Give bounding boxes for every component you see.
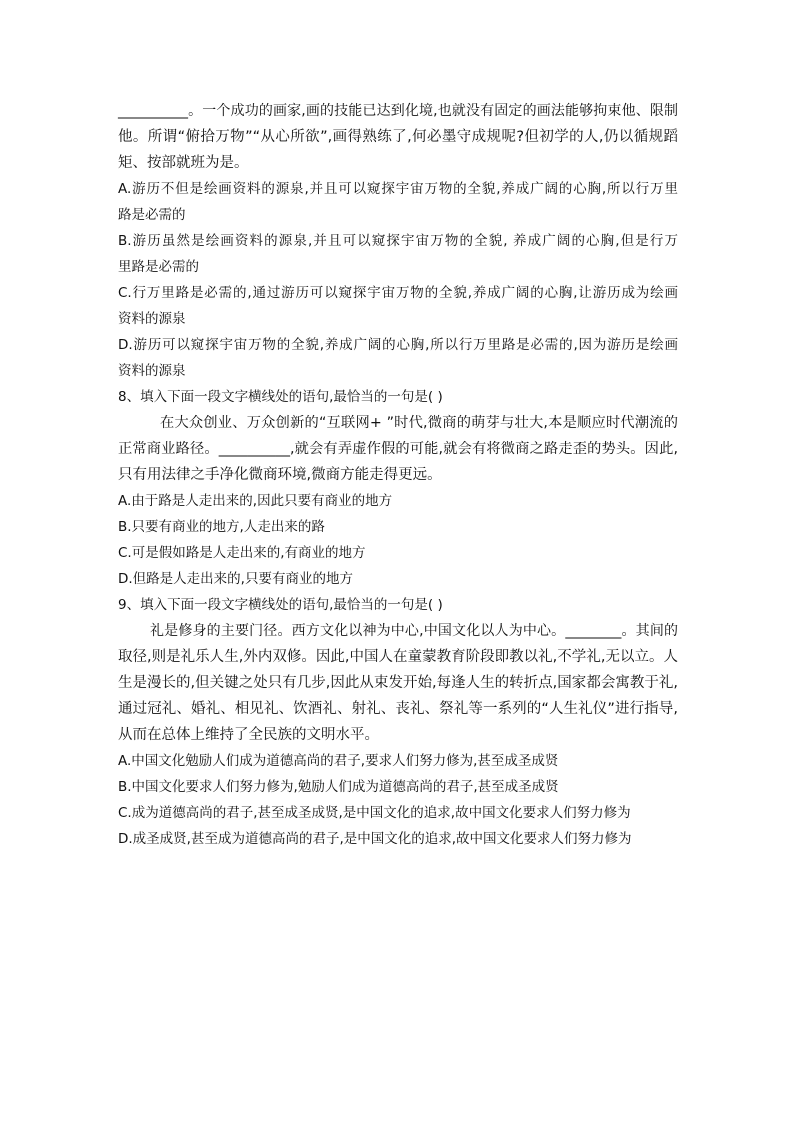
option-line: 里路是必需的 — [118, 259, 199, 275]
option-line: 路是必需的 — [118, 207, 186, 223]
passage-line: 从而在总体上维持了全民族的文明水平。 — [118, 727, 379, 743]
passage-line: 礼是修身的主要门径。西方文化以神为中心,中国文化以人为中心。________。其间的 — [150, 623, 678, 639]
question-title: 8、填入下面一段文字横线处的语句,最恰当的一句是( ) — [118, 389, 443, 405]
q7-option-a — [118, 176, 678, 228]
passage-line: 取径,则是礼乐人生,外内双修。因此,中国人在童蒙教育阶段即教以礼,不学礼,无以立。人 — [118, 649, 678, 665]
option-line: B.游历虽然是绘画资料的源泉,并且可以窥探宇宙万物的全貌, 养成广阔的心胸,但是行万 — [118, 233, 678, 249]
q9-option-c: C.成为道德高尚的君子,甚至成圣成贤,是中国文化的追求,故中国文化要求人们努力修为 — [118, 805, 631, 821]
passage-line: 正常商业路径。__________,就会有弄虚作假的可能,就会有将微商之路走歪的势头。因此, — [118, 441, 678, 457]
passage-line: 通过冠礼、婚礼、相见礼、饮酒礼、射礼、丧礼、祭礼等一系列的“人生礼仪”进行指导, — [118, 701, 678, 717]
document-page — [118, 98, 678, 852]
question-9 — [118, 592, 678, 852]
q8-option-b: B.只要有商业的地方,人走出来的路 — [118, 519, 325, 535]
option-line: A.游历不但是绘画资料的源泉,并且可以窥探宇宙万物的全貌,养成广阔的心胸,所以行万里 — [118, 181, 678, 197]
passage-line: __________。一个成功的画家,画的技能已达到化境,也就没有固定的画法能够拘束他、限制 — [118, 103, 678, 119]
passage-line: 他。所谓“俯拾万物”“从心所欲”,画得熟练了,何必墨守成规呢?但初学的人,仍以循规蹈 — [118, 129, 678, 145]
question-title: 9、填入下面一段文字横线处的语句,最恰当的一句是( ) — [118, 597, 443, 613]
q7-option-d — [118, 332, 678, 384]
q9-option-d: D.成圣成贤,甚至成为道德高尚的君子,是中国文化的追求,故中国文化要求人们努力修为 — [118, 831, 632, 847]
q7-passage-continuation — [118, 98, 678, 176]
passage-line: 只有用法律之手净化微商环境,微商方能走得更远。 — [118, 467, 442, 483]
q8-option-c: C.可是假如路是人走出来的,有商业的地方 — [118, 545, 366, 561]
passage-line: 在大众创业、万众创新的“互联网+ ”时代,微商的萌芽与壮大,本是顺应时代潮流的 — [160, 415, 678, 431]
q9-option-b: B.中国文化要求人们努力修为,勉励人们成为道德高尚的君子,甚至成圣成贤 — [118, 779, 559, 795]
passage-line: 生是漫长的,但关键之处只有几步,因此从束发开始,每逢人生的转折点,国家都会寓教于礼, — [118, 675, 678, 691]
q7-option-c — [118, 280, 678, 332]
option-line: D.游历可以窥探宇宙万物的全貌,养成广阔的心胸,所以行万里路是必需的,因为游历是绘画 — [118, 337, 678, 353]
passage-line: 矩、按部就班为是。 — [118, 155, 249, 171]
question-8 — [118, 384, 678, 592]
q8-option-a: A.由于路是人走出来的,因此只要有商业的地方 — [118, 493, 393, 509]
q8-option-d: D.但路是人走出来的,只要有商业的地方 — [118, 571, 353, 587]
q7-option-b — [118, 228, 678, 280]
q9-option-a: A.中国文化勉励人们成为道德高尚的君子,要求人们努力修为,甚至成圣成贤 — [118, 753, 559, 769]
option-line: 资料的源泉 — [118, 363, 186, 379]
option-line: C.行万里路是必需的,通过游历可以窥探宇宙万物的全貌,养成广阔的心胸,让游历成为绘画 — [118, 285, 678, 301]
option-line: 资料的源泉 — [118, 311, 186, 327]
